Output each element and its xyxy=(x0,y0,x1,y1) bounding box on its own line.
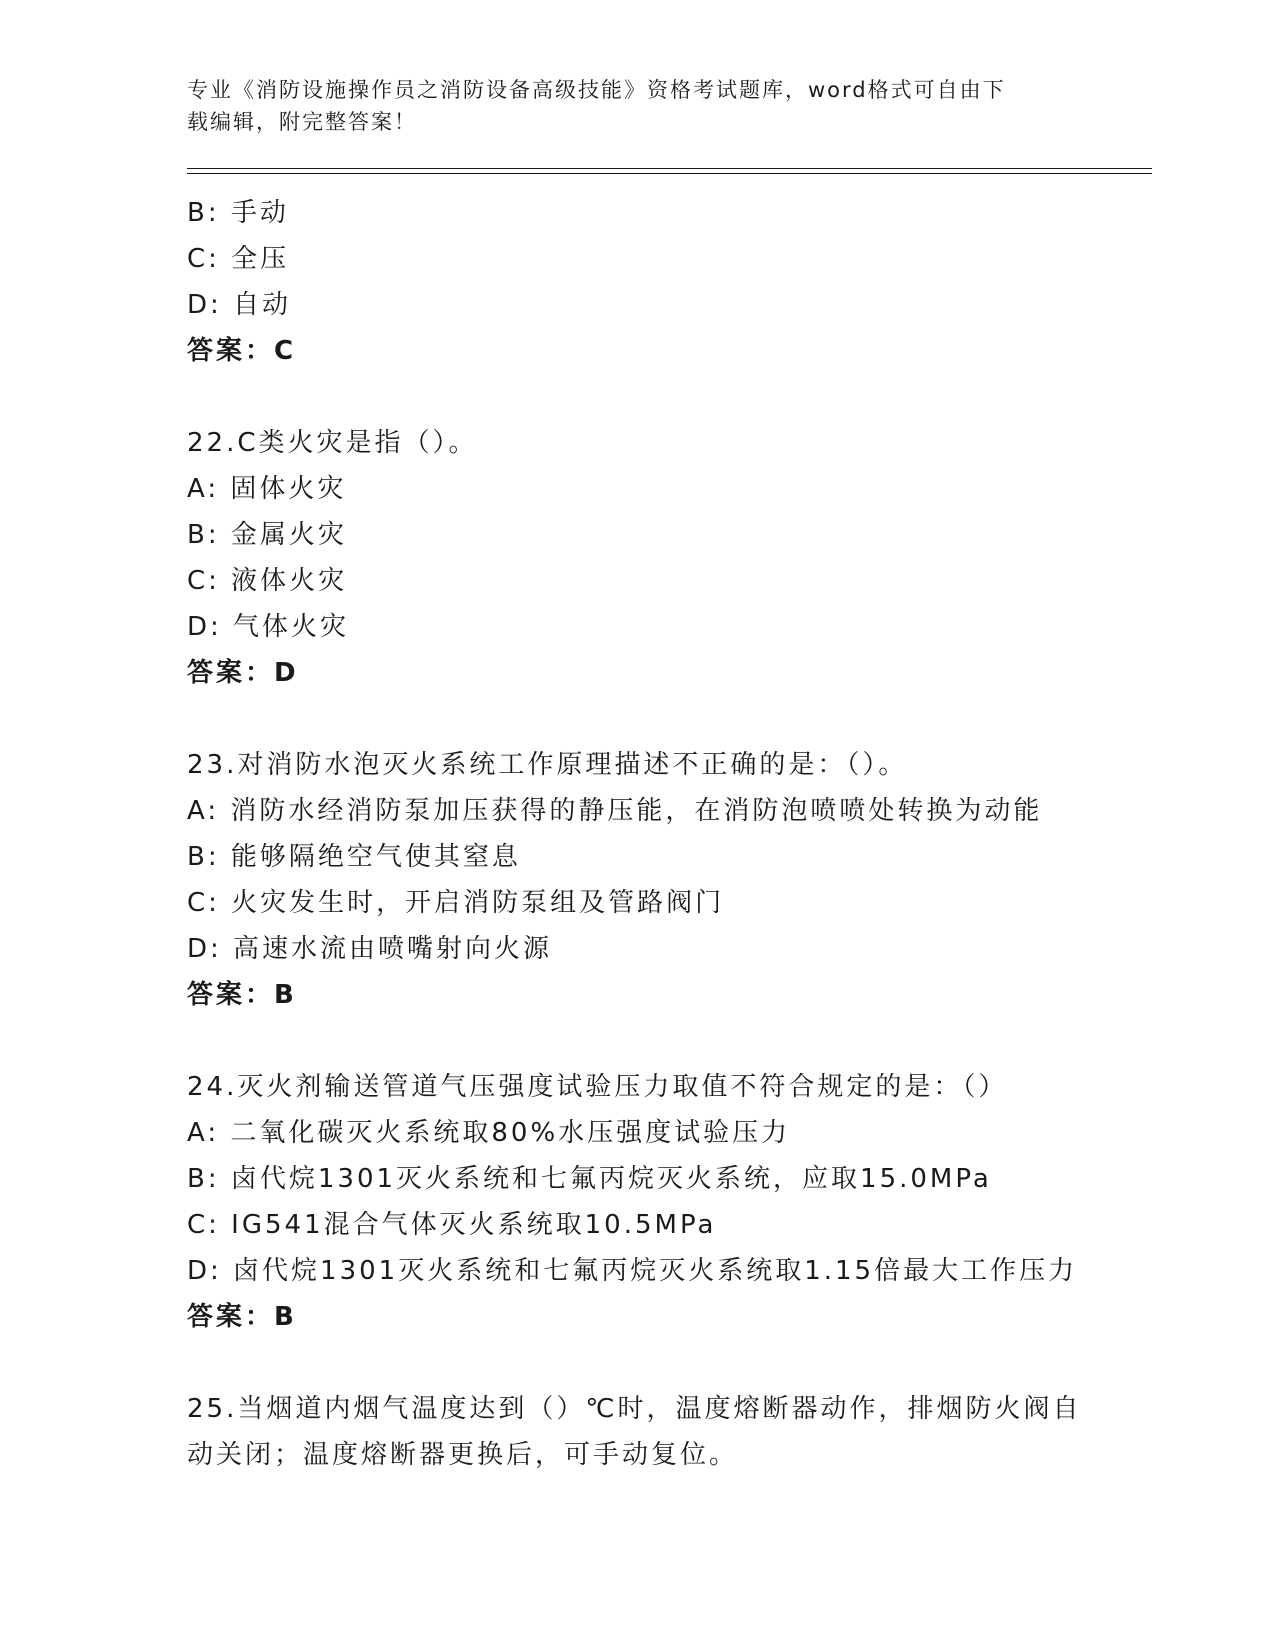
option-b: B: 能够隔绝空气使其窒息 xyxy=(187,842,521,872)
answer: 答案：B xyxy=(187,1302,297,1332)
option-a: A: 二氧化碳灭火系统取80%水压强度试验压力 xyxy=(187,1118,791,1148)
question-stem: 24.灭火剂输送管道气压强度试验压力取值不符合规定的是：（） xyxy=(187,1072,1008,1102)
option-d: D: 高速水流由喷嘴射向火源 xyxy=(187,934,553,964)
document-header xyxy=(187,74,1087,138)
option-c: C: 火灾发生时，开启消防泵组及管路阀门 xyxy=(187,888,725,918)
option-d: D: 气体火灾 xyxy=(187,612,350,642)
option-d: D: 自动 xyxy=(187,290,292,320)
option-a: A: 固体火灾 xyxy=(187,474,347,504)
answer: 答案：D xyxy=(187,658,299,688)
option-d: D: 卤代烷1301灭火系统和七氟丙烷灭火系统取1.15倍最大工作压力 xyxy=(187,1256,1078,1286)
header-divider-bottom xyxy=(187,173,1152,174)
header-divider-top xyxy=(187,168,1152,169)
option-b: B: 手动 xyxy=(187,198,289,228)
question-stem-line-1: 25.当烟道内烟气温度达到（）℃时，温度熔断器动作，排烟防火阀自 xyxy=(187,1394,1082,1424)
option-b: B: 金属火灾 xyxy=(187,520,347,550)
answer: 答案：B xyxy=(187,980,297,1010)
question-stem: 22.C类火灾是指（）。 xyxy=(187,428,478,458)
header-line-2: 载编辑，附完整答案！ xyxy=(187,110,417,134)
answer: 答案：C xyxy=(187,336,297,366)
option-a: A: 消防水经消防泵加压获得的静压能，在消防泡喷喷处转换为动能 xyxy=(187,796,1043,826)
question-list xyxy=(187,190,1147,1478)
header-line-1: 专业《消防设施操作员之消防设备高级技能》资格考试题库，word格式可自由下 xyxy=(187,78,1006,102)
option-c: C: 全压 xyxy=(187,244,290,274)
question-stem: 23.对消防水泡灭火系统工作原理描述不正确的是：（）。 xyxy=(187,750,908,780)
question-stem-line-2: 动关闭；温度熔断器更换后，可手动复位。 xyxy=(187,1440,739,1470)
option-c: C: IG541混合气体灭火系统取10.5MPa xyxy=(187,1210,717,1240)
option-c: C: 液体火灾 xyxy=(187,566,348,596)
option-b: B: 卤代烷1301灭火系统和七氟丙烷灭火系统，应取15.0MPa xyxy=(187,1164,992,1194)
